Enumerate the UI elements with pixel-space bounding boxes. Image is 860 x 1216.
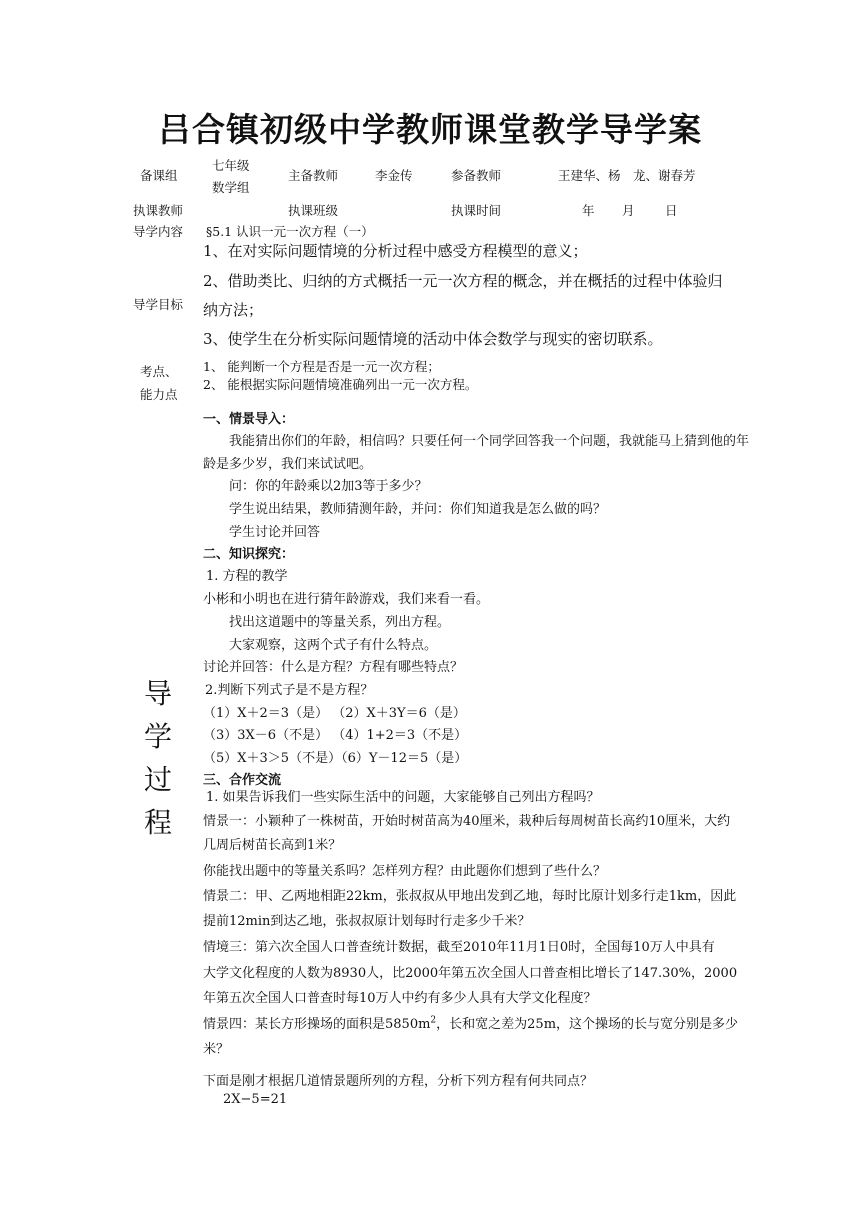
month-label: 月 (622, 203, 635, 218)
group-label: 备课组 (140, 168, 178, 183)
exec-time-label: 执课时间 (451, 203, 502, 218)
s3-paragraph: 提前12min到达乙地，张叔叔原计划每时行走多少千米？ (203, 914, 531, 929)
s1-paragraph: 问：你的年龄乘以2加3等于多少？ (229, 479, 428, 494)
process-label-char: 程 (144, 806, 173, 839)
process-label-char: 过 (144, 763, 173, 796)
s2-paragraph: 找出这道题中的等量关系，列出方程。 (229, 615, 451, 630)
s1-paragraph: 学生说出结果，教师猜测年龄，并问：你们知道我是怎么做的吗？ (229, 502, 607, 517)
s3-paragraph: 米？ (203, 1042, 230, 1057)
s3-text: ，长和宽之差为25m，这个操场的长与宽分别是多少 (436, 1017, 739, 1032)
process-label-char: 学 (144, 720, 173, 753)
section-3-heading: 三、合作交流 (203, 773, 282, 788)
day-label: 日 (665, 203, 678, 218)
co-teacher-label: 参备教师 (451, 168, 502, 183)
s3-paragraph: 几周后树苗长高到1米？ (203, 838, 342, 853)
year-label: 年 (582, 203, 595, 218)
process-label-char: 导 (144, 677, 173, 710)
s1-paragraph: 龄是多少岁，我们来试试吧。 (203, 457, 373, 472)
section-1-heading: 一、情景导入： (203, 412, 295, 427)
s2-paragraph: 1. 方程的教学 (206, 569, 288, 584)
s3-paragraph: 大学文化程度的人数为8930人，比2000年第五次全国人口普查相比增长了147.30%，2000 (203, 966, 738, 981)
s3-paragraph: 年第五次全国人口普查时每10万人中约有多少人具有大学文化程度？ (203, 991, 597, 1006)
s2-equation-row: （1）X＋2＝3（是） （2）X＋3Y＝6（是） (203, 706, 466, 721)
s2-paragraph: 小彬和小明也在进行猜年龄游戏，我们来看一看。 (203, 592, 490, 607)
s2-paragraph: 大家观察，这两个式子有什么特点。 (229, 638, 438, 653)
main-teacher-value: 李金传 (375, 168, 413, 183)
objectives-label: 导学目标 (133, 297, 184, 312)
s3-paragraph (203, 1013, 738, 1032)
s2-paragraph: 讨论并回答：什么是方程？方程有哪些特点？ (203, 660, 464, 675)
group-value-line1: 七年级 (212, 158, 250, 173)
s3-paragraph: 1. 如果告诉我们一些实际生活中的问题，大家能够自己列出方程吗？ (206, 790, 600, 805)
key-points-label-1: 考点、 (140, 364, 178, 379)
exec-teacher-label: 执课教师 (133, 203, 184, 218)
group-value-line2: 数学组 (212, 180, 250, 195)
s3-paragraph: 情境三：第六次全国人口普查统计数据，截至2010年11月1日0时，全国每10万人中具有 (203, 940, 715, 955)
key-point-2: 2、 能根据实际问题情境准确列出一元一次方程。 (203, 377, 478, 392)
s3-text: 情景四：某长方形操场的面积是5850m (203, 1017, 431, 1032)
superscript: 2 (430, 1015, 437, 1026)
key-point-1: 1、 能判断一个方程是否是一元一次方程； (203, 359, 440, 374)
content-value: §5.1 认识一元一次方程（一） (206, 224, 374, 239)
objective-2a: 2、借助类比、归纳的方式概括一元一次方程的概念，并在概括的过程中体验归 (203, 272, 723, 290)
key-points-label-2: 能力点 (140, 387, 178, 402)
s2-equation-row: （3）3X－6（不是） （4）1+2＝3（不是） (203, 728, 468, 743)
s3-paragraph: 你能找出题中的等量关系吗？怎样列方程？由此题你们想到了些什么？ (203, 864, 607, 879)
s1-paragraph: 我能猜出你们的年龄，相信吗？只要任何一个同学回答我一个问题，我就能马上猜到他的年 (229, 434, 750, 449)
s2-paragraph: 2.判断下列式子是不是方程？ (205, 683, 374, 698)
objective-2b: 纳方法； (203, 301, 264, 319)
content-label: 导学内容 (133, 224, 184, 239)
s3-paragraph: 情景二：甲、乙两地相距22km，张叔叔从甲地出发到乙地，每时比原计划多行走1km，因此 (203, 889, 737, 904)
s1-paragraph: 学生讨论并回答 (229, 525, 321, 540)
objective-3: 3、使学生在分析实际问题情境的活动中体会数学与现实的密切联系。 (203, 330, 663, 348)
page-title: 吕合镇初级中学教师课堂教学导学案 (158, 110, 702, 149)
s3-paragraph: 下面是刚才根据几道情景题所列的方程，分析下列方程有何共同点？ (203, 1074, 594, 1089)
s3-equation: 2X−5=21 (223, 1092, 288, 1107)
s3-paragraph: 情景一：小颖种了一株树苗，开始时树苗高为40厘米，栽种后每周树苗长高约10厘米，大约 (203, 814, 731, 829)
main-teacher-label: 主备教师 (288, 168, 339, 183)
section-2-heading: 二、知识探究： (203, 547, 295, 562)
s2-equation-row: （5）X＋3＞5（不是）（6）Y－12＝5（是） (203, 751, 468, 766)
objective-1: 1、在对实际问题情境的分析过程中感受方程模型的意义； (203, 242, 588, 260)
exec-class-label: 执课班级 (288, 203, 339, 218)
co-teacher-value: 王建华、杨 龙、谢春芳 (558, 168, 696, 183)
